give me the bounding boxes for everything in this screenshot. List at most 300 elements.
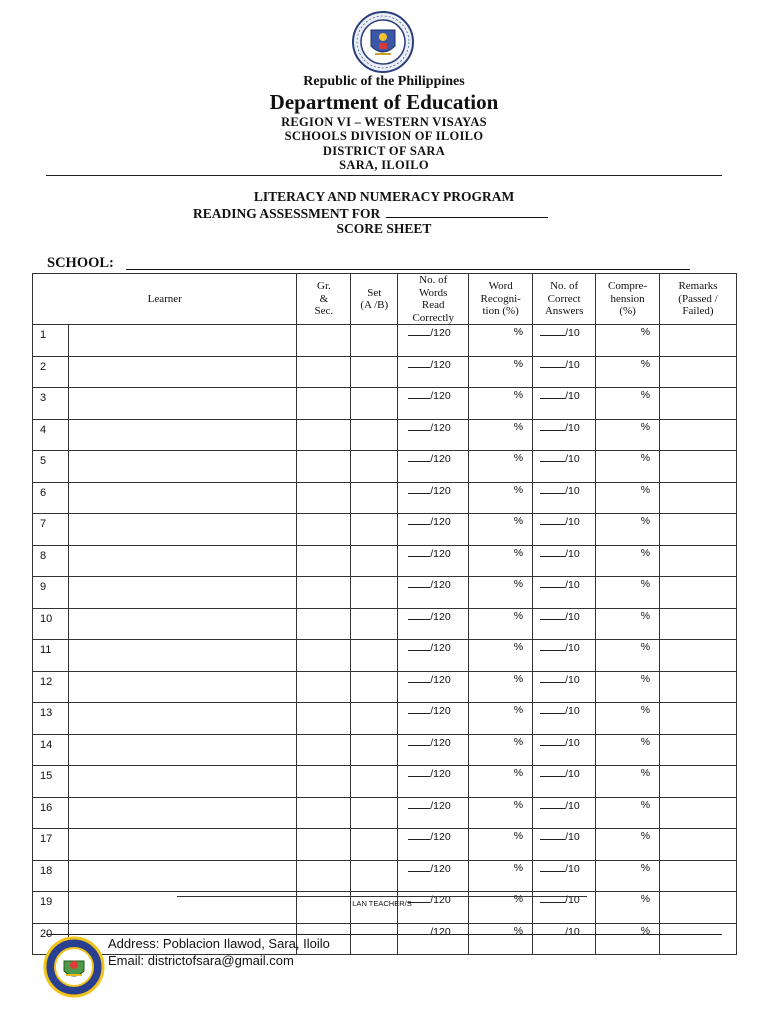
learner-cell[interactable] <box>68 577 296 609</box>
word-recognition-cell[interactable] <box>469 545 533 577</box>
set-cell[interactable] <box>351 545 398 577</box>
row-number: 20 <box>33 923 69 955</box>
header-line: Failed) <box>682 305 714 318</box>
percent-sign: % <box>513 420 524 433</box>
learner-cell[interactable] <box>68 829 296 861</box>
correct-total: /10 <box>565 547 580 560</box>
row-number: 5 <box>33 451 69 483</box>
percent-sign: % <box>640 578 651 590</box>
remarks-cell[interactable] <box>660 419 737 451</box>
school-blank[interactable] <box>126 269 690 270</box>
words-read-cell[interactable] <box>398 797 469 829</box>
remarks-cell[interactable] <box>660 734 737 766</box>
percent-sign: % <box>640 641 651 653</box>
table-row <box>33 829 737 861</box>
program-title: LITERACY AND NUMERACY PROGRAM <box>253 189 515 204</box>
row-number: 10 <box>33 608 69 640</box>
correct-total: /10 <box>565 327 580 339</box>
correct-answers-cell[interactable] <box>533 608 596 640</box>
comprehension-cell[interactable] <box>596 388 660 420</box>
set-cell[interactable] <box>351 640 398 672</box>
words-total: /120 <box>430 736 451 749</box>
set-cell[interactable] <box>351 356 398 388</box>
comprehension-cell[interactable] <box>596 356 660 388</box>
set-cell[interactable] <box>351 860 398 892</box>
words-read-cell[interactable] <box>398 766 469 798</box>
words-total: /120 <box>430 516 451 528</box>
words-total: /120 <box>430 610 451 623</box>
percent-sign: % <box>513 326 524 338</box>
grade-section-cell[interactable] <box>297 797 351 829</box>
word-recognition-cell[interactable] <box>469 325 533 357</box>
correct-answers-cell[interactable] <box>533 514 596 546</box>
table-row <box>33 766 737 798</box>
school-label: SCHOOL: <box>47 255 114 271</box>
header-line: Gr. <box>317 280 331 293</box>
percent-sign: % <box>513 861 524 874</box>
header-line: No. of <box>550 280 579 293</box>
assessment-title <box>193 205 548 222</box>
correct-total: /10 <box>565 579 580 591</box>
percent-sign: % <box>640 704 651 716</box>
words-read-cell[interactable] <box>398 608 469 640</box>
set-cell[interactable] <box>351 923 398 955</box>
words-read-cell[interactable] <box>398 703 469 735</box>
correct-total: /10 <box>565 894 580 906</box>
correct-answers-cell[interactable] <box>533 703 596 735</box>
percent-sign: % <box>640 672 651 685</box>
remarks-cell[interactable] <box>660 608 737 640</box>
header-line: Answers <box>544 305 584 318</box>
remarks-cell[interactable] <box>660 482 737 514</box>
table-header-row <box>33 274 737 325</box>
set-cell[interactable] <box>351 451 398 483</box>
remarks-cell[interactable] <box>660 325 737 357</box>
set-cell[interactable] <box>351 388 398 420</box>
correct-total: /10 <box>565 925 580 938</box>
header-line: Correctly <box>412 311 454 324</box>
grade-section-cell[interactable] <box>297 608 351 640</box>
blank-line <box>408 830 430 840</box>
correct-total: /10 <box>565 390 580 402</box>
remarks-header <box>660 274 737 325</box>
percent-sign: % <box>513 483 524 496</box>
header-line: Word <box>488 280 513 293</box>
remarks-cell[interactable] <box>660 829 737 861</box>
row-number: 3 <box>33 388 69 420</box>
header-line: & <box>319 292 329 305</box>
remarks-cell[interactable] <box>660 892 737 924</box>
blank-line <box>408 862 430 872</box>
percent-sign: % <box>640 546 651 559</box>
percent-sign: % <box>640 735 651 748</box>
words-read-cell[interactable] <box>398 482 469 514</box>
correct-total: /10 <box>565 642 580 654</box>
words-read-cell[interactable] <box>398 545 469 577</box>
words-total: /120 <box>430 862 451 875</box>
blank-line <box>540 578 565 588</box>
words-read-cell[interactable] <box>398 356 469 388</box>
blank-line <box>408 547 430 557</box>
word-recognition-cell[interactable] <box>469 703 533 735</box>
table-row <box>33 577 737 609</box>
grade-section-cell[interactable] <box>297 671 351 703</box>
table-row <box>33 325 737 357</box>
remarks-cell[interactable] <box>660 577 737 609</box>
correct-total: /10 <box>565 831 580 843</box>
percent-sign: % <box>640 452 651 464</box>
percent-sign: % <box>513 830 524 842</box>
blank-line <box>408 673 430 683</box>
row-number: 18 <box>33 860 69 892</box>
set-cell[interactable] <box>351 482 398 514</box>
words-read-cell[interactable] <box>398 829 469 861</box>
remarks-cell[interactable] <box>660 356 737 388</box>
comprehension-cell[interactable] <box>596 545 660 577</box>
percent-sign: % <box>513 609 524 622</box>
blank-line <box>540 925 565 935</box>
grade-section-cell[interactable] <box>297 734 351 766</box>
words-total: /120 <box>430 484 451 497</box>
comprehension-cell[interactable] <box>596 325 660 357</box>
correct-answers-cell[interactable] <box>533 356 596 388</box>
blank-line <box>408 736 430 746</box>
percent-sign: % <box>640 861 651 874</box>
blank-line <box>408 704 430 714</box>
set-cell[interactable] <box>351 419 398 451</box>
set-header <box>351 274 398 325</box>
table-row <box>33 734 737 766</box>
words-read-cell[interactable] <box>398 451 469 483</box>
blank-line <box>540 641 565 651</box>
footer-divider <box>46 934 722 935</box>
words-read-cell[interactable] <box>398 419 469 451</box>
comprehension-cell[interactable] <box>596 829 660 861</box>
header-line: tion (%) <box>482 305 519 318</box>
header-line: (%) <box>619 305 636 318</box>
words-total: /120 <box>430 327 451 339</box>
correct-answers-cell[interactable] <box>533 482 596 514</box>
learner-cell[interactable] <box>68 766 296 798</box>
set-cell[interactable] <box>351 734 398 766</box>
word-recognition-header <box>469 274 533 325</box>
grade-section-cell[interactable] <box>297 514 351 546</box>
remarks-cell[interactable] <box>660 640 737 672</box>
grade-section-cell[interactable] <box>297 577 351 609</box>
blank-line <box>540 830 565 840</box>
word-recognition-cell[interactable] <box>469 482 533 514</box>
row-number: 2 <box>33 356 69 388</box>
word-recognition-cell[interactable] <box>469 766 533 798</box>
learner-cell[interactable] <box>68 860 296 892</box>
blank-line <box>408 925 430 935</box>
town-line: SARA, ILOILO <box>339 158 429 172</box>
words-read-cell[interactable] <box>398 514 469 546</box>
words-total: /120 <box>430 673 451 686</box>
remarks-cell[interactable] <box>660 451 737 483</box>
word-recognition-cell[interactable] <box>469 797 533 829</box>
row-number: 6 <box>33 482 69 514</box>
row-number: 14 <box>33 734 69 766</box>
correct-answers-cell[interactable] <box>533 671 596 703</box>
word-recognition-cell[interactable] <box>469 734 533 766</box>
correct-answers-cell[interactable] <box>533 325 596 357</box>
comprehension-cell[interactable] <box>596 923 660 955</box>
row-number: 7 <box>33 514 69 546</box>
words-total: /120 <box>430 768 451 780</box>
percent-sign: % <box>513 357 524 370</box>
correct-answers-cell[interactable] <box>533 923 596 955</box>
table-row <box>33 860 737 892</box>
comprehension-cell[interactable] <box>596 703 660 735</box>
learner-cell[interactable] <box>68 640 296 672</box>
learner-cell[interactable] <box>68 325 296 357</box>
table-row <box>33 514 737 546</box>
header-line: (Passed / <box>678 292 718 305</box>
learner-cell[interactable] <box>68 671 296 703</box>
word-recognition-cell[interactable] <box>469 829 533 861</box>
correct-answers-cell[interactable] <box>533 419 596 451</box>
comprehension-cell[interactable] <box>596 734 660 766</box>
blank-line <box>408 641 430 651</box>
learner-cell[interactable] <box>68 388 296 420</box>
percent-sign: % <box>640 515 651 527</box>
percent-sign: % <box>640 357 651 370</box>
blank-line <box>408 389 430 399</box>
word-recognition-cell[interactable] <box>469 671 533 703</box>
blank-line <box>540 421 565 431</box>
blank-line <box>540 484 565 494</box>
header-line: Recogni- <box>480 292 521 305</box>
percent-sign: % <box>640 389 651 401</box>
header-line: Remarks <box>678 280 718 293</box>
correct-total: /10 <box>565 799 580 812</box>
comprehension-cell[interactable] <box>596 451 660 483</box>
words-read-cell[interactable] <box>398 325 469 357</box>
table-row <box>33 482 737 514</box>
comprehension-cell[interactable] <box>596 640 660 672</box>
words-read-header <box>398 274 469 325</box>
grade-section-cell[interactable] <box>297 703 351 735</box>
percent-sign: % <box>513 798 524 811</box>
set-cell[interactable] <box>351 608 398 640</box>
correct-total: /10 <box>565 484 580 497</box>
correct-answers-header <box>533 274 596 325</box>
set-cell[interactable] <box>351 325 398 357</box>
row-number: 12 <box>33 671 69 703</box>
comprehension-header <box>596 274 660 325</box>
word-recognition-cell[interactable] <box>469 419 533 451</box>
correct-answers-cell[interactable] <box>533 545 596 577</box>
learner-cell[interactable] <box>68 734 296 766</box>
comprehension-cell[interactable] <box>596 766 660 798</box>
comprehension-cell[interactable] <box>596 419 660 451</box>
word-recognition-cell[interactable] <box>469 388 533 420</box>
grade-section-cell[interactable] <box>297 829 351 861</box>
table-row <box>33 419 737 451</box>
table-row <box>33 797 737 829</box>
table-row <box>33 545 737 577</box>
learner-cell[interactable] <box>68 608 296 640</box>
remarks-cell[interactable] <box>660 703 737 735</box>
words-total: /120 <box>430 421 451 434</box>
set-cell[interactable] <box>351 829 398 861</box>
learner-cell[interactable] <box>68 451 296 483</box>
correct-answers-cell[interactable] <box>533 829 596 861</box>
grade-section-cell[interactable] <box>297 325 351 357</box>
correct-total: /10 <box>565 516 580 528</box>
percent-sign: % <box>513 641 524 653</box>
percent-sign: % <box>640 830 651 842</box>
blank-line <box>540 862 565 872</box>
percent-sign: % <box>513 452 524 464</box>
words-read-cell[interactable] <box>398 640 469 672</box>
table-row <box>33 671 737 703</box>
words-read-cell[interactable] <box>398 734 469 766</box>
percent-sign: % <box>513 893 524 905</box>
blank-line <box>540 452 565 462</box>
grade-section-cell[interactable] <box>297 482 351 514</box>
header-line: Correct <box>547 292 581 305</box>
correct-answers-cell[interactable] <box>533 797 596 829</box>
comprehension-cell[interactable] <box>596 671 660 703</box>
remarks-cell[interactable] <box>660 860 737 892</box>
comprehension-cell[interactable] <box>596 892 660 924</box>
header-line: Compre- <box>608 280 648 293</box>
blank-line <box>408 767 430 777</box>
correct-total: /10 <box>565 768 580 780</box>
learner-cell[interactable] <box>68 419 296 451</box>
row-number: 16 <box>33 797 69 829</box>
learner-cell[interactable] <box>68 797 296 829</box>
words-total: /120 <box>430 705 451 717</box>
comprehension-cell[interactable] <box>596 608 660 640</box>
row-number: 13 <box>33 703 69 735</box>
comprehension-cell[interactable] <box>596 482 660 514</box>
signature-label: LAN TEACHER/S <box>352 899 412 908</box>
learner-cell[interactable] <box>68 703 296 735</box>
correct-answers-cell[interactable] <box>533 577 596 609</box>
blank-line <box>540 515 565 525</box>
percent-sign: % <box>640 483 651 496</box>
blank-line <box>540 610 565 620</box>
comprehension-cell[interactable] <box>596 860 660 892</box>
comprehension-cell[interactable] <box>596 577 660 609</box>
signature-line[interactable] <box>177 896 587 897</box>
remarks-cell[interactable] <box>660 545 737 577</box>
word-recognition-cell[interactable] <box>469 451 533 483</box>
words-total: /120 <box>430 642 451 654</box>
word-recognition-cell[interactable] <box>469 640 533 672</box>
set-cell[interactable] <box>351 766 398 798</box>
blank-line <box>540 736 565 746</box>
correct-answers-cell[interactable] <box>533 734 596 766</box>
words-total: /120 <box>430 925 451 938</box>
word-recognition-cell[interactable] <box>469 923 533 955</box>
correct-answers-cell[interactable] <box>533 860 596 892</box>
correct-total: /10 <box>565 673 580 686</box>
assessment-label: READING ASSESSMENT FOR <box>193 206 381 221</box>
header-line: Sec. <box>314 305 334 318</box>
percent-sign: % <box>640 767 651 779</box>
republic-line: Republic of the Philippines <box>303 74 465 89</box>
set-cell[interactable] <box>351 703 398 735</box>
word-recognition-cell[interactable] <box>469 577 533 609</box>
learner-cell[interactable] <box>68 482 296 514</box>
set-cell[interactable] <box>351 797 398 829</box>
blank-line <box>540 767 565 777</box>
words-read-cell[interactable] <box>398 860 469 892</box>
words-total: /120 <box>430 831 451 843</box>
word-recognition-cell[interactable] <box>469 860 533 892</box>
word-recognition-cell[interactable] <box>469 356 533 388</box>
blank-line <box>540 547 565 557</box>
words-read-cell[interactable] <box>398 923 469 955</box>
remarks-cell[interactable] <box>660 923 737 955</box>
set-cell[interactable] <box>351 671 398 703</box>
set-cell[interactable] <box>351 514 398 546</box>
row-number: 1 <box>33 325 69 357</box>
remarks-cell[interactable] <box>660 797 737 829</box>
assessment-blank[interactable] <box>386 205 548 218</box>
comprehension-cell[interactable] <box>596 514 660 546</box>
table-row <box>33 703 737 735</box>
blank-line <box>540 673 565 683</box>
correct-answers-cell[interactable] <box>533 451 596 483</box>
grade-section-cell[interactable] <box>297 388 351 420</box>
blank-line <box>540 389 565 399</box>
header-line: Read <box>421 299 445 311</box>
blank-line <box>408 578 430 588</box>
percent-sign: % <box>513 767 524 779</box>
grade-section-cell[interactable] <box>297 640 351 672</box>
correct-total: /10 <box>565 453 580 465</box>
words-total: /120 <box>430 390 451 402</box>
grade-section-cell[interactable] <box>297 766 351 798</box>
remarks-cell[interactable] <box>660 514 737 546</box>
remarks-cell[interactable] <box>660 388 737 420</box>
percent-sign: % <box>513 389 524 401</box>
blank-line <box>408 610 430 620</box>
correct-answers-cell[interactable] <box>533 766 596 798</box>
correct-answers-cell[interactable] <box>533 640 596 672</box>
table-row <box>33 388 737 420</box>
percent-sign: % <box>640 893 651 905</box>
set-cell[interactable] <box>351 577 398 609</box>
grade-section-cell[interactable] <box>297 419 351 451</box>
word-recognition-cell[interactable] <box>469 514 533 546</box>
row-number: 4 <box>33 419 69 451</box>
district-line: DISTRICT OF SARA <box>322 144 446 158</box>
word-recognition-cell[interactable] <box>469 608 533 640</box>
words-read-cell[interactable] <box>398 671 469 703</box>
row-number: 17 <box>33 829 69 861</box>
comprehension-cell[interactable] <box>596 797 660 829</box>
words-read-cell[interactable] <box>398 577 469 609</box>
grade-section-cell[interactable] <box>297 545 351 577</box>
correct-total: /10 <box>565 421 580 434</box>
correct-answers-cell[interactable] <box>533 388 596 420</box>
words-read-cell[interactable] <box>398 388 469 420</box>
grade-section-cell[interactable] <box>297 860 351 892</box>
grade-section-cell[interactable] <box>297 356 351 388</box>
remarks-cell[interactable] <box>660 671 737 703</box>
remarks-cell[interactable] <box>660 766 737 798</box>
learner-cell[interactable] <box>68 545 296 577</box>
learner-cell[interactable] <box>68 356 296 388</box>
learner-cell[interactable] <box>68 514 296 546</box>
grade-section-cell[interactable] <box>297 451 351 483</box>
